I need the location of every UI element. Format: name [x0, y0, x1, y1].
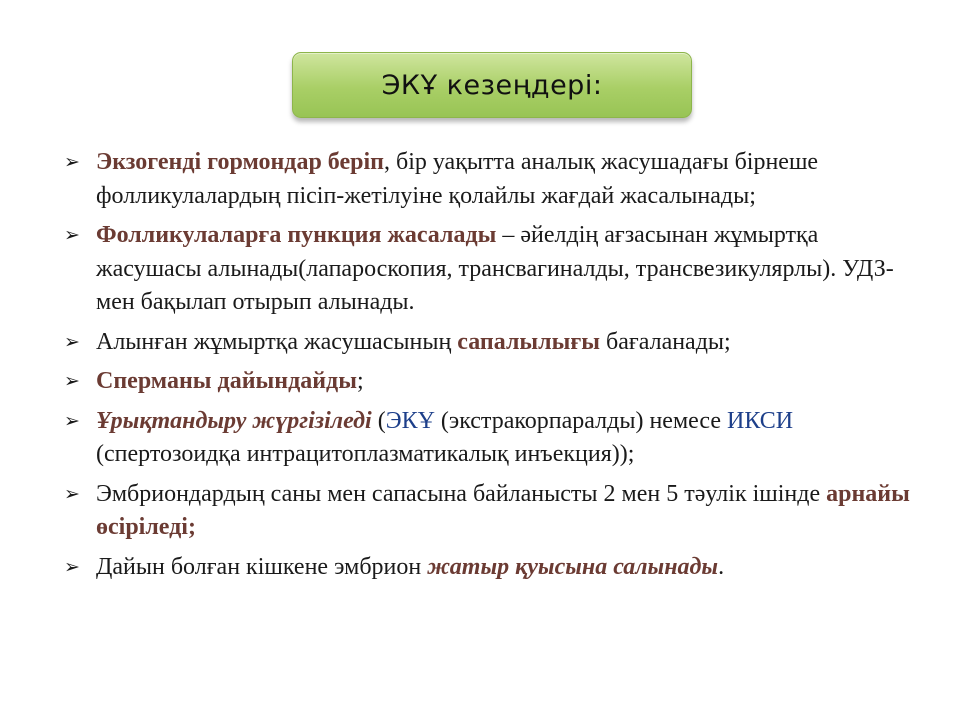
arrow-bullet-icon: ➢ — [64, 330, 80, 353]
item-text: Дайын болған кішкене эмбрион — [96, 553, 428, 580]
arrow-bullet-icon: ➢ — [64, 482, 80, 505]
list-item — [64, 146, 914, 213]
item-text: – әйелдің ағзасынан жұмыртқа жасушасы алынады(лапароскопия, трансвагиналды, трансвезикулярлы). УДЗ-мен бақылап отырып алынады. — [96, 222, 894, 315]
list-item — [64, 405, 914, 472]
bullet-list — [64, 146, 914, 590]
arrow-bullet-icon: ➢ — [64, 409, 80, 432]
slide-title: ЭКҰ кезеңдері: — [381, 69, 603, 101]
arrow-bullet-icon: ➢ — [64, 151, 80, 173]
item-text: ; — [356, 368, 364, 394]
list-item — [64, 551, 914, 585]
item-text: Алынған жұмыртқа жасушасының — [96, 328, 458, 355]
item-text: Эмбриондардың саны мен сапасына байланысты 2 мен 5 тәулік ішінде — [96, 480, 827, 507]
list-item — [64, 219, 914, 320]
title-box — [292, 52, 692, 118]
item-text: , бір уақытта аналық жасушадағы бірнеше фолликулалардың пісіп-жетілуіне қолайлы жағдай жасалынады; — [96, 149, 819, 209]
highlight-text: Ұрықтандыру жүргізіледі — [96, 407, 372, 434]
list-item — [64, 326, 914, 360]
abbr-iksi: ИКСИ — [726, 407, 794, 434]
abbr-eku: ЭКҰ — [385, 407, 435, 434]
highlight-text: жатыр қуысына салынады — [427, 553, 719, 580]
highlight-text: арнайы өсіріледі; — [96, 480, 910, 540]
arrow-bullet-icon: ➢ — [64, 370, 80, 392]
item-text: (спертозоидқа интрацитоплазматикалық инъекция)); — [96, 441, 635, 467]
arrow-bullet-icon: ➢ — [64, 224, 80, 246]
highlight-text: Сперманы дайындайды — [96, 368, 357, 394]
item-text: (экстракорпаралды) немесе — [434, 407, 727, 434]
item-text: ( — [371, 407, 386, 434]
item-text: бағаланады; — [600, 328, 731, 355]
item-text: . — [718, 553, 725, 580]
list-item — [64, 478, 914, 545]
highlight-text: Фолликулаларға пункция жасалады — [96, 222, 497, 248]
highlight-text: Экзогенді гормондар беріп — [96, 149, 384, 175]
list-item — [64, 365, 914, 399]
arrow-bullet-icon: ➢ — [64, 555, 80, 578]
highlight-text: сапалылығы — [457, 328, 601, 355]
